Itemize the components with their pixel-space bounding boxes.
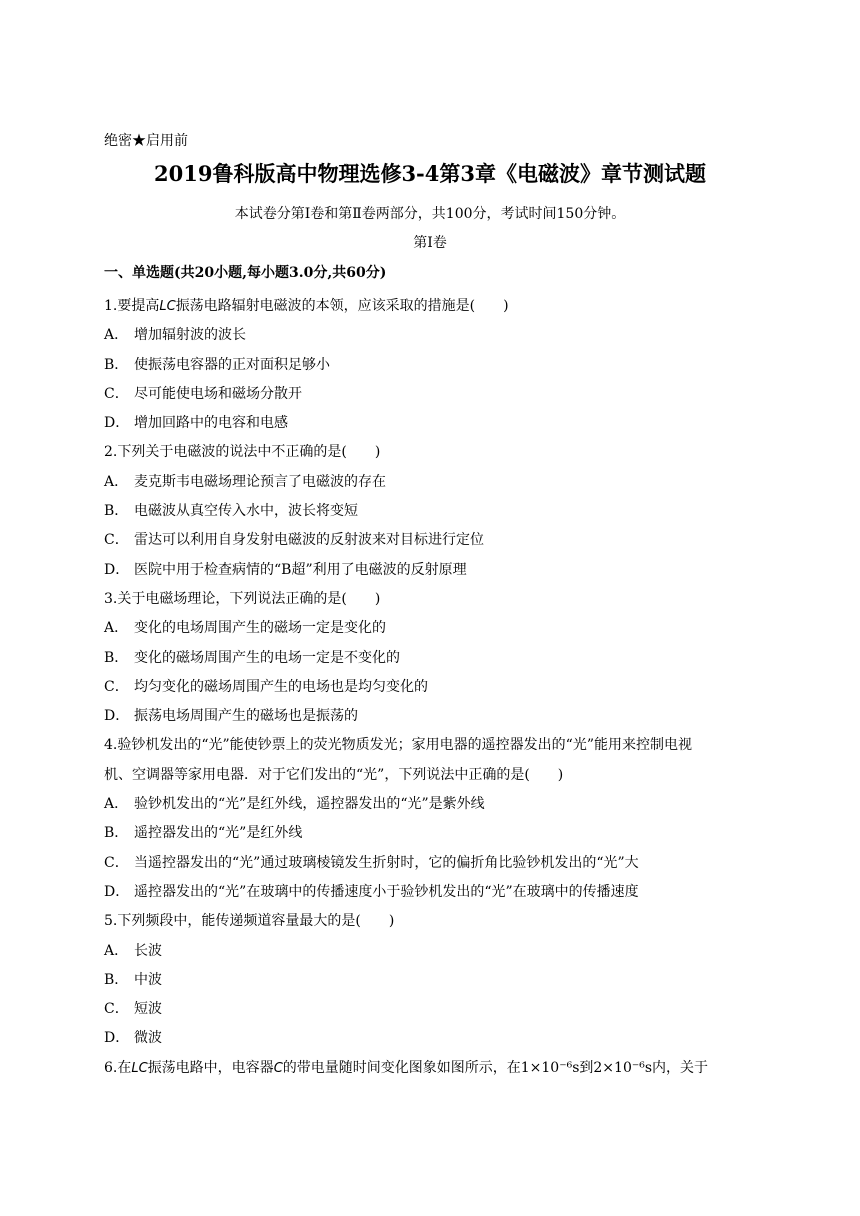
- option-c: C． 短波: [104, 1001, 162, 1018]
- question-stem-line-2: 机、空调器等家用电器．对于它们发出的“光”，下列说法中正确的是( ): [104, 766, 564, 783]
- question-1: [104, 292, 764, 438]
- option-d: D． 医院中用于检查病情的“B超”利用了电磁波的反射原理: [104, 561, 467, 578]
- question-list: [104, 292, 764, 1083]
- option-b: B． 变化的磁场周围产生的电场一定是不变化的: [104, 649, 400, 666]
- option-d: D． 微波: [104, 1030, 162, 1047]
- option-c: C． 当遥控器发出的“光”通过玻璃棱镜发生折射时，它的偏折角比验钞机发出的“光”大: [104, 854, 639, 871]
- option-b: B． 使振荡电容器的正对面积足够小: [104, 356, 330, 373]
- option-c: C． 雷达可以利用自身发射电磁波的反射波来对目标进行定位: [104, 532, 484, 549]
- question-stem: 5.下列频段中，能传递频道容量最大的是( ): [104, 913, 395, 930]
- option-a: A． 增加辐射波的波长: [104, 327, 246, 344]
- section-heading: 一、单选题(共20小题,每小题3.0分,共60分): [104, 265, 387, 281]
- option-b: B． 中波: [104, 971, 162, 988]
- question-2: [104, 438, 764, 584]
- question-stem-line-1: 4.验钞机发出的“光”能使钞票上的荧光物质发光；家用电器的遥控器发出的“光”能用来控制电视: [104, 737, 692, 754]
- option-b: B． 电磁波从真空传入水中，波长将变短: [104, 503, 358, 520]
- question-6: [104, 1054, 764, 1083]
- option-a: A． 麦克斯韦电磁场理论预言了电磁波的存在: [104, 473, 386, 490]
- question-stem: 3.关于电磁场理论，下列说法正确的是( ): [104, 590, 381, 607]
- option-c: C． 尽可能使电场和磁场分散开: [104, 385, 302, 402]
- option-d: D． 振荡电场周围产生的磁场也是振荡的: [104, 708, 358, 725]
- option-a: A． 变化的电场周围产生的磁场一定是变化的: [104, 620, 386, 637]
- option-a: A． 验钞机发出的“光”是红外线，遥控器发出的“光”是紫外线: [104, 796, 485, 813]
- exam-instructions: 本试卷分第Ⅰ卷和第Ⅱ卷两部分，共100分，考试时间150分钟。: [234, 206, 626, 222]
- part-label: 第Ⅰ卷: [413, 235, 447, 251]
- option-d: D． 增加回路中的电容和电感: [104, 415, 288, 432]
- question-4: [104, 731, 764, 907]
- secret-mark: 绝密★启用前: [104, 133, 188, 149]
- question-3: [104, 585, 764, 731]
- question-5: [104, 907, 764, 1053]
- question-stem: 1.要提高LC振荡电路辐射电磁波的本领，应该采取的措施是( ): [104, 298, 509, 314]
- page-title: 2019鲁科版高中物理选修3-4第3章《电磁波》章节测试题: [154, 161, 706, 186]
- question-stem: 2.下列关于电磁波的说法中不正确的是( ): [104, 444, 381, 461]
- option-b: B． 遥控器发出的“光”是红外线: [104, 825, 303, 842]
- option-c: C． 均匀变化的磁场周围产生的电场也是均匀变化的: [104, 678, 428, 695]
- option-d: D． 遥控器发出的“光”在玻璃中的传播速度小于验钞机发出的“光”在玻璃中的传播速度: [104, 883, 639, 900]
- question-stem: 6.在LC振荡电路中，电容器C的带电量随时间变化图象如图所示，在1×10⁻⁶s到2×10⁻⁶s内，关于: [104, 1059, 709, 1076]
- option-a: A． 长波: [104, 942, 162, 959]
